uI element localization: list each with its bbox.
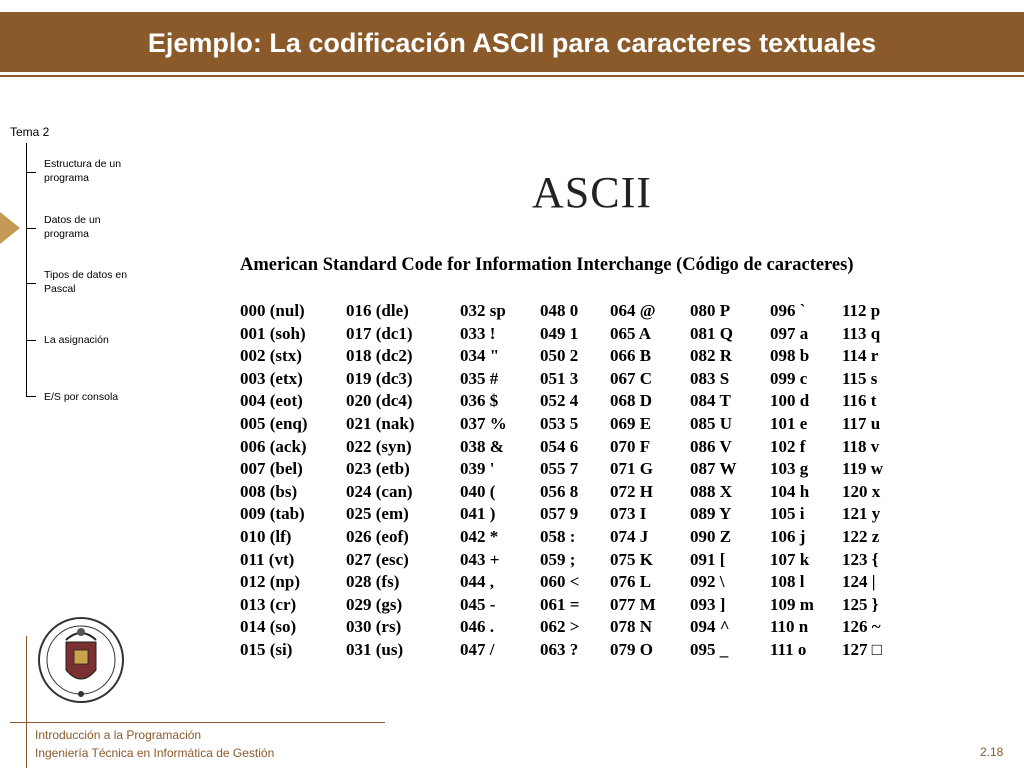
ascii-cell: 035 #	[460, 368, 499, 388]
ascii-cell: 020 (dc4)	[346, 391, 413, 411]
ascii-cell: 036 $	[460, 391, 499, 411]
ascii-cell: 098 b	[770, 346, 810, 366]
ascii-cell: 096 `	[770, 301, 806, 320]
ascii-cell: 033 !	[460, 323, 496, 343]
ascii-cell: 069 E	[610, 414, 652, 433]
slide-header	[0, 12, 1024, 78]
ascii-cell: 126 ~	[842, 617, 881, 637]
ascii-cell: 087 W	[690, 459, 737, 479]
ascii-cell: 088 X	[690, 481, 733, 501]
ascii-cell: 124 |	[842, 572, 876, 592]
ascii-cell: 116 t	[842, 391, 877, 411]
sidebar-item-asignacion[interactable]: La asignación	[44, 334, 109, 346]
ascii-cell: 102 f	[770, 436, 806, 456]
ascii-cell: 070 F	[610, 436, 651, 456]
ascii-cell: 117 u	[842, 414, 881, 433]
ascii-cell: 083 S	[690, 368, 730, 388]
ascii-cell: 099 c	[770, 368, 808, 388]
ascii-cell: 050 2	[540, 346, 579, 366]
ascii-cell: 061 =	[540, 594, 580, 614]
sidebar-item-tipos[interactable]: Tipos de datos en Pascal	[44, 269, 128, 295]
ascii-cell: 004 (eot)	[240, 391, 303, 411]
sidebar-item-es-consola[interactable]: E/S por consola	[44, 391, 119, 403]
ascii-cell: 068 D	[610, 391, 653, 411]
ascii-cell: 000 (nul)	[240, 301, 305, 320]
ascii-cell: 108 l	[770, 572, 805, 592]
ascii-cell: 103 g	[770, 459, 809, 479]
ascii-cell: 120 x	[842, 481, 881, 501]
ascii-cell: 112 p	[842, 301, 881, 320]
ascii-cell: 028 (fs)	[346, 572, 400, 592]
ascii-cell: 049 1	[540, 323, 579, 343]
footer-course: Introducción a la Programación	[35, 728, 202, 742]
figure-subtitle: American Standard Code for Information Interchange (Código de caracteres)	[240, 255, 854, 275]
ascii-cell: 127 □	[842, 640, 883, 659]
ascii-cell: 072 H	[610, 481, 653, 501]
ascii-cell: 090 Z	[690, 527, 732, 546]
ascii-cell: 030 (rs)	[346, 617, 402, 637]
ascii-cell: 044 ,	[460, 572, 494, 592]
ascii-cell: 078 N	[610, 617, 653, 637]
ascii-cell: 059 ;	[540, 549, 576, 569]
ascii-cell: 015 (si)	[240, 640, 293, 659]
ascii-cell: 077 M	[610, 594, 656, 614]
footer-horizontal-rule	[10, 722, 385, 723]
ascii-cell: 119 w	[842, 459, 884, 479]
ascii-cell: 005 (enq)	[240, 414, 308, 433]
ascii-cell: 079 O	[610, 640, 653, 659]
ascii-cell: 095 _	[690, 640, 729, 659]
ascii-cell: 029 (gs)	[346, 594, 403, 614]
ascii-cell: 075 K	[610, 549, 653, 569]
ascii-cell: 021 (nak)	[346, 414, 415, 433]
ascii-cell: 106 j	[770, 527, 806, 546]
ascii-cell: 074 J	[610, 527, 649, 546]
ascii-cell: 104 h	[770, 481, 810, 501]
ascii-cell: 055 7	[540, 459, 579, 479]
ascii-cell: 084 T	[690, 391, 731, 411]
ascii-cell: 014 (so)	[240, 617, 297, 637]
ascii-cell: 121 y	[842, 504, 881, 524]
ascii-cell: 045 -	[460, 594, 496, 614]
ascii-cell: 107 k	[770, 549, 810, 569]
ascii-cell: 012 (np)	[240, 572, 300, 592]
ascii-cell: 082 R	[690, 346, 733, 366]
ascii-cell: 031 (us)	[346, 640, 404, 659]
ascii-cell: 042 *	[460, 527, 499, 546]
ascii-cell: 032 sp	[460, 301, 506, 320]
ascii-cell: 054 6	[540, 436, 579, 456]
footer-degree: Ingeniería Técnica en Informática de Gestión	[35, 746, 275, 760]
ascii-cell: 065 A	[610, 323, 652, 343]
ascii-cell: 052 4	[540, 391, 579, 411]
ascii-cell: 086 V	[690, 436, 732, 456]
ascii-cell: 066 B	[610, 346, 652, 366]
sidebar-tick	[26, 283, 36, 284]
university-seal-logo	[36, 612, 126, 708]
ascii-cell: 085 U	[690, 414, 733, 433]
ascii-cell: 037 %	[460, 414, 507, 433]
ascii-cell: 051 3	[540, 368, 579, 388]
ascii-cell: 019 (dc3)	[346, 368, 413, 388]
ascii-cell: 076 L	[610, 572, 652, 592]
ascii-cell: 041 )	[460, 504, 496, 524]
ascii-cell: 038 &	[460, 436, 504, 456]
header-underline	[0, 75, 1024, 77]
ascii-cell: 080 P	[690, 301, 731, 320]
figure-heading: ASCII	[532, 168, 652, 217]
ascii-cell: 122 z	[842, 527, 880, 546]
ascii-cell: 097 a	[770, 323, 809, 343]
ascii-cell: 118 v	[842, 436, 880, 456]
ascii-cell: 024 (can)	[346, 481, 413, 501]
sidebar-tick	[26, 340, 36, 341]
ascii-cell: 048 0	[540, 301, 579, 320]
ascii-cell: 109 m	[770, 594, 814, 614]
ascii-cell: 023 (etb)	[346, 459, 410, 479]
ascii-cell: 026 (eof)	[346, 527, 409, 546]
ascii-cell: 115 s	[842, 368, 878, 388]
ascii-cell: 046 .	[460, 617, 494, 637]
ascii-cell: 047 /	[460, 640, 495, 659]
ascii-cell: 022 (syn)	[346, 436, 412, 456]
slide-title: Ejemplo: La codificación ASCII para caracteres textuales	[147, 28, 877, 58]
ascii-cell: 114 r	[842, 346, 879, 366]
ascii-cell: 064 @	[610, 301, 656, 320]
ascii-cell: 009 (tab)	[240, 504, 305, 524]
ascii-cell: 113 q	[842, 323, 881, 343]
ascii-cell: 073 I	[610, 504, 647, 524]
sidebar-tick	[26, 228, 36, 229]
ascii-cell: 013 (cr)	[240, 594, 297, 614]
footer-vertical-rule	[26, 636, 27, 768]
ascii-cell: 011 (vt)	[240, 549, 295, 569]
sidebar-item-datos[interactable]: Datos de un programa	[44, 214, 101, 240]
ascii-cell: 007 (bel)	[240, 459, 303, 479]
ascii-cell: 100 d	[770, 391, 810, 411]
triangle-right-icon	[0, 212, 20, 244]
ascii-cell: 091 [	[690, 549, 726, 569]
ascii-cell: 123 {	[842, 549, 879, 569]
ascii-cell: 018 (dc2)	[346, 346, 413, 366]
ascii-cell: 002 (stx)	[240, 346, 302, 366]
ascii-cell: 039 '	[460, 459, 495, 479]
ascii-cell: 016 (dle)	[346, 301, 409, 320]
ascii-cell: 060 <	[540, 572, 580, 592]
ascii-cell: 017 (dc1)	[346, 323, 413, 343]
ascii-cell: 101 e	[770, 414, 808, 433]
ascii-cell: 063 ?	[540, 640, 579, 659]
ascii-cell: 111 o	[770, 640, 807, 659]
ascii-cell: 093 ]	[690, 594, 726, 614]
ascii-cell: 057 9	[540, 504, 579, 524]
ascii-cell: 043 +	[460, 549, 500, 569]
sidebar-tick	[26, 396, 36, 397]
ascii-cell: 071 G	[610, 459, 653, 479]
ascii-cell: 003 (etx)	[240, 368, 303, 388]
ascii-cell: 001 (soh)	[240, 323, 306, 343]
ascii-cell: 125 }	[842, 594, 879, 614]
ascii-cell: 034 "	[460, 346, 500, 366]
ascii-cell: 040 (	[460, 481, 496, 501]
ascii-cell: 067 C	[610, 368, 653, 388]
ascii-cell: 025 (em)	[346, 504, 409, 524]
ascii-cell: 006 (ack)	[240, 436, 307, 456]
ascii-cell: 053 5	[540, 414, 579, 433]
ascii-cell: 056 8	[540, 481, 579, 501]
ascii-cell: 094 ^	[690, 617, 730, 637]
sidebar-tree-line	[26, 143, 27, 396]
ascii-cell: 062 >	[540, 617, 580, 637]
ascii-cell: 081 Q	[690, 323, 733, 343]
sidebar-item-estructura[interactable]: Estructura de un programa	[44, 158, 122, 184]
ascii-cell: 058 :	[540, 527, 576, 546]
ascii-cell: 092 \	[690, 572, 725, 592]
page-number: 2.18	[980, 745, 1004, 759]
ascii-cell: 010 (lf)	[240, 527, 292, 546]
sidebar-tick	[26, 172, 36, 173]
ascii-cell: 027 (esc)	[346, 549, 409, 569]
ascii-cell: 105 i	[770, 504, 805, 524]
sidebar-heading: Tema 2	[10, 125, 50, 139]
ascii-cell: 008 (bs)	[240, 481, 298, 501]
ascii-cell: 110 n	[770, 617, 809, 637]
ascii-cell: 089 Y	[690, 504, 732, 524]
